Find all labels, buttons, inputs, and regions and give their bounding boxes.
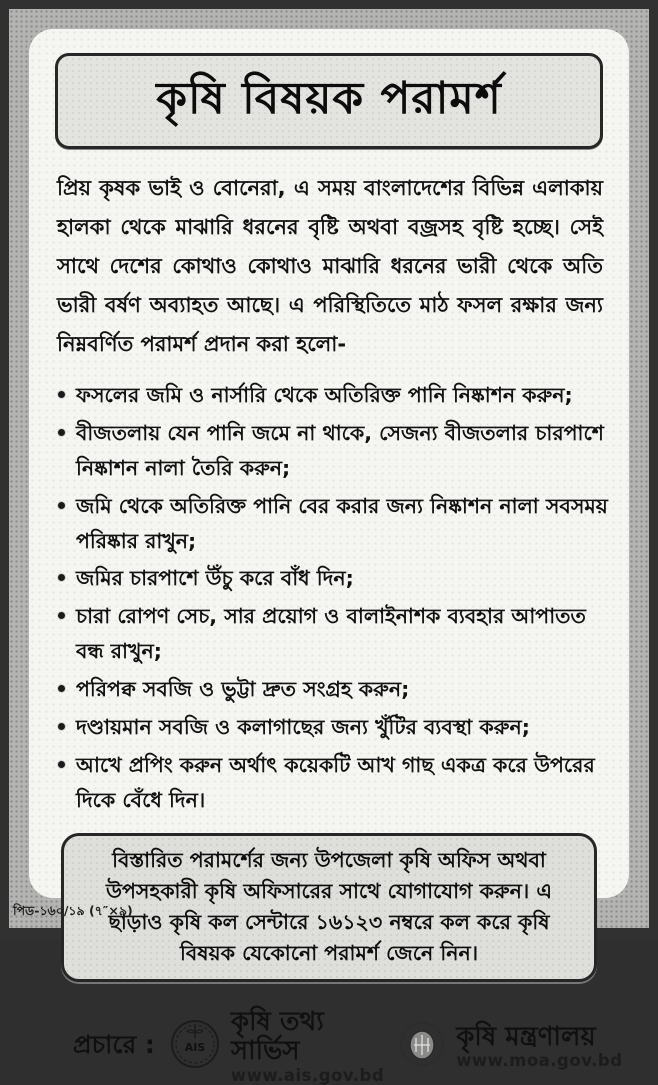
list-item: জমির চারপাশে উঁচু করে বাঁধ দিন;	[55, 561, 609, 596]
list-item: পরিপক্ব সবজি ও ভুট্টা দ্রুত সংগ্রহ করুন;	[55, 672, 609, 707]
title-box	[55, 53, 603, 149]
intro-paragraph: প্রিয় কৃষক ভাই ও বোনেরা, এ সময় বাংলাদেশের বিভিন্ন এলাকায় হালকা থেকে মাঝারি ধরনের বৃষ্টি অথবা বজ্রসহ বৃষ্টি হচ্ছে। সেই সাথে দেশের কোথাও কোথাও মাঝারি ধরনের ভারী থেকে অতি ভারী বর্ষণ অব্যাহত আছে। এ পরিস্থিতিতে মাঠ ফসল রক্ষার জন্য নিম্নবর্ণিত পরামর্শ প্রদান করা হলো-	[57, 176, 603, 357]
govt-emblem-icon	[398, 1018, 446, 1074]
page-title: কৃষি বিষয়ক পরামর্শ	[156, 72, 502, 124]
note-text: বিস্তারিত পরামর্শের জন্য উপজেলা কৃষি অফিস অথবা উপসহকারী কৃষি অফিসারের সাথে যোগাযোগ করুন। এ ছাড়াও কৃষি কল সেন্টারে ১৬১২৩ নম্বরে কল করে কৃষি বিষয়ক যেকোনো পরামর্শ জেনে নিন।	[106, 848, 552, 965]
ais-url: www.ais.gov.bd	[230, 1065, 385, 1085]
moa-org-block	[456, 1023, 622, 1071]
contact-note-box	[61, 833, 597, 982]
plate-code: পিড-১৬০/১৯ (৭″×৯)	[13, 903, 133, 918]
svg-text:AIS: AIS	[184, 1041, 206, 1055]
moa-name: কৃষি মন্ত্রণালয়	[456, 1021, 596, 1052]
ais-name: কৃষি তথ্য সার্ভিস	[230, 1007, 324, 1066]
list-item: ফসলের জমি ও নার্সারি থেকে অতিরিক্ত পানি নিষ্কাশন করুন;	[55, 378, 609, 413]
footer	[73, 1007, 623, 1085]
promo-label: প্রচারে :	[73, 1029, 155, 1059]
list-item: বীজতলায় যেন পানি জমে না থাকে, সেজন্য বীজতলার চারপাশে নিষ্কাশন নালা তৈরি করুন;	[55, 416, 609, 486]
list-item: চারা রোপণ সেচ, সার প্রয়োগ ও বালাইনাশক ব্যবহার আপাতত বন্ধ রাখুন;	[55, 599, 609, 669]
list-item: জমি থেকে অতিরিক্ত পানি বের করার জন্য নিষ্কাশন নালা সবসময় পরিষ্কার রাখুন;	[55, 489, 609, 559]
moa-url: www.moa.gov.bd	[456, 1051, 623, 1071]
ais-org-block	[231, 1008, 384, 1084]
advisory-list	[55, 378, 609, 817]
list-item: দণ্ডায়মান সবজি ও কলাগাছের জন্য খুঁটির ব্যবস্থা করুন;	[55, 710, 609, 745]
ais-circular-seal-icon	[169, 1018, 221, 1074]
poster-gray-mat	[9, 9, 649, 1085]
list-item: আখে প্রপিং করুন অর্থাৎ কয়েকটি আখ গাছ একত্র করে উপরের দিকে বেঁধে দিন।	[55, 748, 609, 818]
